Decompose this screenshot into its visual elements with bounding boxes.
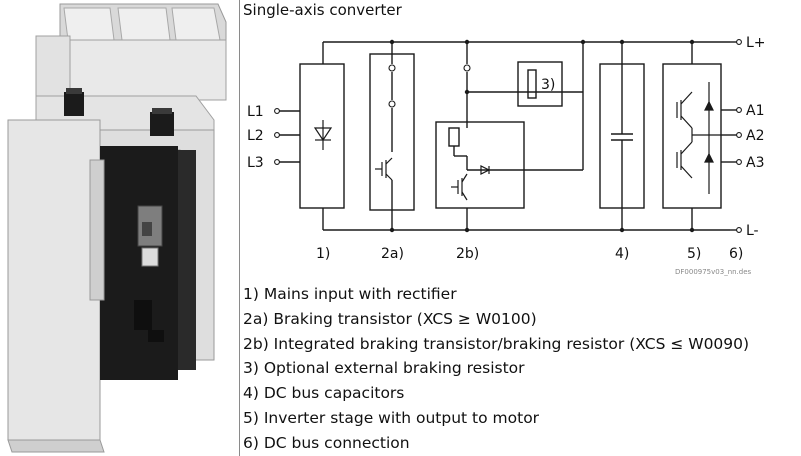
rectifier-block [300,64,344,208]
inverter-symbols [677,82,721,194]
terminal-a1 [737,108,742,113]
block-label-1: 1) [316,246,331,262]
drawing-id: DF000975v03_nn.des [675,268,752,276]
terminal-a3 [737,160,742,165]
legend-item: 3) Optional external braking resistor [243,359,525,378]
terminal-a2 [737,133,742,138]
label-l-plus: L+ [746,35,766,51]
terminal-l-plus [737,40,742,45]
label-a3: A3 [746,155,765,171]
page-title: Single-axis converter [243,1,402,19]
divider-line [239,0,240,456]
label-a2: A2 [746,128,765,144]
transistor-symbol-2b [451,166,489,200]
label-l3: L3 [247,155,264,171]
block-label-5: 5) [687,246,702,262]
legend-item: 2b) Integrated braking transistor/braking resistor (XCS ≤ W0090) [243,334,750,353]
label-l1: L1 [247,104,264,120]
label-l-minus: L- [746,223,759,239]
legend-item: 4) DC bus capacitors [243,384,405,403]
block-label-6: 6) [729,246,744,262]
converter-device-image [0,0,238,456]
legend-item: 2a) Braking transistor (XCS ≥ W0100) [243,309,537,328]
label-l2: L2 [247,128,264,144]
legend-list [243,282,749,456]
terminal-l3 [275,160,280,165]
transistor-symbol-2a [375,158,392,180]
block-label-2a: 2a) [381,246,404,262]
legend-item: 1) Mains input with rectifier [243,285,457,303]
legend-item: 6) DC bus connection [243,433,410,452]
terminal-l1 [275,109,280,114]
external-resistor-block [518,62,562,106]
terminal-l-minus [737,228,742,233]
terminal-l2 [275,133,280,138]
legend-item: 5) Inverter stage with output to motor [243,408,540,427]
label-a1: A1 [746,103,765,119]
block-label-2b: 2b) [456,246,480,262]
block-label-4: 4) [615,246,630,262]
circuit-diagram [243,22,798,282]
block-label-3: 3) [541,77,556,93]
diode-symbol [315,120,331,150]
